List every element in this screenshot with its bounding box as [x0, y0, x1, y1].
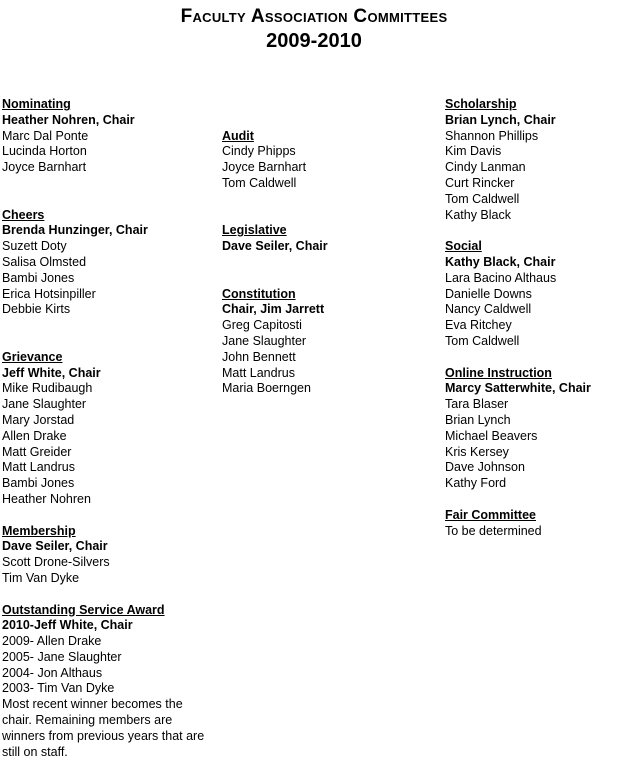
committee-grievance [2, 350, 217, 508]
committee-member: Joyce Barnhart [2, 160, 87, 175]
committee-chair: 2010-Jeff White, Chair [2, 618, 133, 633]
committee-member: 2003- Tim Van Dyke [2, 681, 115, 696]
committee-fair [445, 508, 635, 540]
committee-legislative [222, 223, 437, 255]
committee-chair: Heather Nohren, Chair [2, 112, 135, 127]
committee-title: Social [445, 239, 482, 254]
committee-audit [222, 129, 437, 192]
committee-member: Kris Kersey [445, 444, 509, 459]
committee-member: Joyce Barnhart [222, 160, 307, 175]
committee-title: Constitution [222, 286, 296, 301]
committee-member: Shannon Phillips [445, 128, 539, 143]
committee-member: Allen Drake [2, 428, 67, 443]
committee-outstanding-service-award [2, 603, 217, 761]
left-column [2, 97, 217, 760]
committee-member: Bambi Jones [2, 476, 75, 491]
committee-chair: Kathy Black, Chair [445, 254, 556, 269]
committee-member: Marc Dal Ponte [2, 128, 89, 143]
committee-member: Dave Johnson [445, 460, 525, 475]
committee-online-instruction [445, 366, 635, 492]
committee-member: Cindy Phipps [222, 144, 296, 159]
committee-member: Debbie Kirts [2, 302, 71, 317]
committee-member: Matt Landrus [2, 460, 75, 475]
committee-member: Greg Capitosti [222, 318, 302, 333]
committee-member: 2009- Allen Drake [2, 634, 102, 649]
committee-member: To be determined [445, 523, 542, 538]
committee-member: Eva Ritchey [445, 318, 512, 333]
committee-member: Michael Beavers [445, 428, 538, 443]
committee-chair: Marcy Satterwhite, Chair [445, 381, 591, 396]
committee-member: Bambi Jones [2, 270, 75, 285]
committee-title: Scholarship [445, 97, 517, 111]
committee-cheers [2, 208, 217, 319]
committee-member: Tom Caldwell [445, 191, 520, 206]
committee-title: Online Instruction [445, 365, 552, 380]
committee-title: Fair Committee [445, 507, 536, 522]
committee-title: Grievance [2, 349, 63, 364]
committee-title: Cheers [2, 207, 45, 222]
committee-title: Legislative [222, 223, 287, 238]
committee-social [445, 239, 635, 350]
committee-member: Mary Jorstad [2, 412, 75, 427]
committee-scholarship [445, 97, 635, 223]
committee-chair: Chair, Jim Jarrett [222, 302, 325, 317]
committee-title: Outstanding Service Award [2, 602, 165, 617]
committee-chair: Brenda Hunzinger, Chair [2, 223, 148, 238]
committee-member: 2005- Jane Slaughter [2, 649, 122, 664]
committee-member: Jane Slaughter [2, 397, 87, 412]
committee-member: Kathy Black [445, 207, 512, 222]
committee-member: John Bennett [222, 349, 296, 364]
committee-chair: Dave Seiler, Chair [2, 539, 108, 554]
document-title: Faculty Association Committees [180, 6, 448, 27]
middle-column [222, 97, 437, 397]
committee-member: Lara Bacino Althaus [445, 270, 557, 285]
committee-member: Tim Van Dyke [2, 570, 80, 585]
committee-title: Membership [2, 523, 76, 538]
committee-member: Tom Caldwell [222, 175, 297, 190]
committee-member: Matt Landrus [222, 365, 295, 380]
committee-nominating [2, 97, 217, 176]
committee-member: Mike Rudibaugh [2, 381, 93, 396]
committee-title: Nominating [2, 97, 71, 111]
committee-chair: Brian Lynch, Chair [445, 112, 556, 127]
committee-member: Scott Drone-Silvers [2, 555, 110, 570]
committee-membership [2, 524, 217, 587]
committee-chair: Jeff White, Chair [2, 365, 101, 380]
committee-member: Maria Boerngen [222, 381, 311, 396]
committee-member: Kathy Ford [445, 476, 507, 491]
committee-constitution [222, 287, 437, 398]
document-year: 2009-2010 [266, 30, 362, 52]
committee-member: Erica Hotsinpiller [2, 286, 96, 301]
committee-member: Matt Greider [2, 444, 72, 459]
committee-member: Curt Rincker [445, 175, 515, 190]
committee-chair: Dave Seiler, Chair [222, 239, 328, 254]
committee-member: Brian Lynch [445, 412, 511, 427]
committee-title: Audit [222, 128, 254, 143]
committee-member: Tara Blaser [445, 397, 509, 412]
committee-member: Cindy Lanman [445, 160, 526, 175]
committee-member: Danielle Downs [445, 286, 532, 301]
committee-member: Jane Slaughter [222, 333, 307, 348]
right-column [445, 97, 635, 539]
committee-member: 2004- Jon Althaus [2, 665, 103, 680]
committee-member: Lucinda Horton [2, 144, 87, 159]
committee-member: Heather Nohren [2, 491, 91, 506]
committee-member: Nancy Caldwell [445, 302, 532, 317]
committee-member: Salisa Olmsted [2, 254, 87, 269]
committee-note: Most recent winner becomes the chair. Remaining members are winners from previous years that are still on staff. [2, 697, 205, 759]
committee-member: Suzett Doty [2, 239, 67, 254]
committee-member: Kim Davis [445, 144, 502, 159]
committee-member: Tom Caldwell [445, 333, 520, 348]
